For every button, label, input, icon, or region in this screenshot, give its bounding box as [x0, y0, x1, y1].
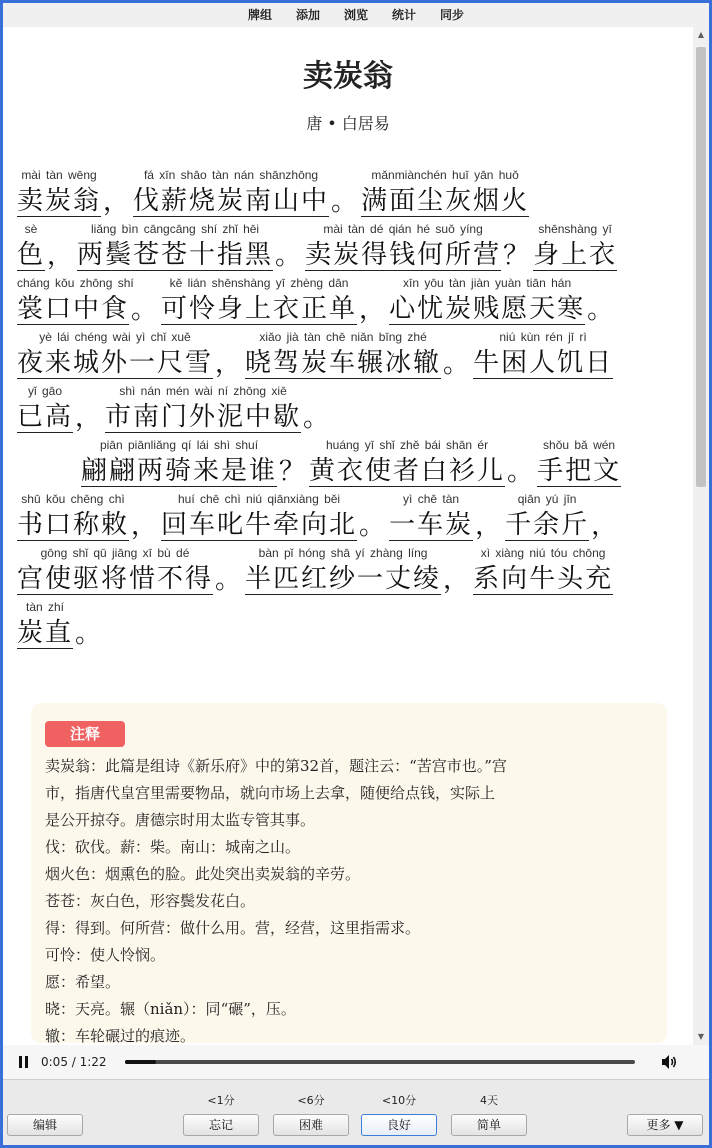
poem-phrase	[17, 330, 214, 379]
easy-button[interactable]: 简单	[451, 1114, 527, 1136]
note-line: 晓：天亮。辗（niǎn）：同“碾”，压。	[45, 1000, 296, 1018]
pinyin: shēnshàng yī	[538, 222, 612, 236]
poem-phrase	[537, 438, 622, 487]
punctuation: ，	[131, 511, 158, 541]
hanzi: 裳口中食	[17, 294, 130, 324]
scrollbar-thumb[interactable]	[696, 47, 706, 487]
scroll-down-icon[interactable]: ▼	[697, 1032, 705, 1041]
poem-phrase	[389, 276, 586, 325]
pinyin: yì chē tàn	[403, 492, 460, 506]
poem-phrase	[81, 438, 278, 487]
pinyin: gōng shǐ qū jiāng xī bù dé	[40, 546, 190, 560]
pinyin: mài tàn dé qián hé suǒ yíng	[323, 222, 483, 236]
note-line: 是公开掠夺。唐德宗时用太监专管其事。	[45, 811, 316, 829]
hanzi: 宫使驱将惜不得	[17, 564, 214, 594]
hanzi: 身上衣	[533, 240, 618, 270]
punctuation: ，	[443, 565, 470, 595]
punctuation: ，	[75, 403, 102, 433]
notes-panel	[31, 703, 667, 1043]
poem-phrase	[17, 492, 130, 541]
poem-phrase	[245, 546, 442, 595]
poem-phrase	[505, 492, 590, 541]
pinyin: huáng yī shǐ zhě bái shān ér	[325, 438, 489, 452]
poem-phrase	[473, 330, 614, 379]
pinyin: mài tàn wēng	[21, 168, 97, 182]
window-frame	[3, 3, 709, 1145]
vertical-scrollbar[interactable]	[693, 27, 709, 1045]
poem-phrase	[161, 276, 358, 325]
punctuation: 。	[275, 241, 302, 271]
poem-phrase	[389, 492, 474, 541]
note-line: 市，指唐代皇宫里需要物品，就向市场上去拿，随便给点钱，实际上	[45, 784, 496, 802]
volume-icon[interactable]	[659, 1052, 679, 1072]
punctuation: 。	[443, 349, 470, 379]
hanzi: 市南门外泥中歇	[105, 402, 302, 432]
pinyin: xīn yōu tàn jiàn yuàn tiān hán	[403, 276, 572, 290]
punctuation: ？	[503, 241, 530, 271]
poem-phrase	[17, 168, 102, 217]
hanzi: 一车炭	[389, 510, 474, 540]
poem-phrase	[161, 492, 358, 541]
bottom-bar	[3, 1079, 709, 1145]
pinyin: liǎng bìn cāngcāng shí zhǐ hēi	[90, 222, 260, 236]
punctuation: ，	[475, 511, 502, 541]
pinyin: qiān yú jīn	[517, 492, 577, 506]
note-line: 苍苍：灰白色，形容鬓发花白。	[45, 892, 256, 910]
poem-line	[17, 271, 667, 325]
interval-good: <10分	[381, 1094, 417, 1107]
poem-phrase	[533, 222, 618, 271]
pinyin: piān piānliǎng qí lái shì shuí	[99, 438, 259, 452]
poem-phrase	[473, 546, 614, 595]
pinyin: kě lián shēnshàng yī zhèng dān	[169, 276, 349, 290]
hanzi: 回车叱牛牵向北	[161, 510, 358, 540]
card-content	[3, 27, 693, 1045]
hanzi: 黄衣使者白衫儿	[309, 456, 506, 486]
punctuation: 。	[303, 403, 330, 433]
progress-bar[interactable]	[125, 1060, 635, 1064]
poem-phrase	[309, 438, 506, 487]
poem-phrase	[361, 168, 530, 217]
punctuation: 。	[131, 295, 158, 325]
hanzi: 卖炭得钱何所营	[305, 240, 502, 270]
pinyin: huí chē chì niú qiānxiàng běi	[177, 492, 341, 506]
poem-phrase	[17, 276, 134, 325]
hanzi: 系向牛头充	[473, 564, 614, 594]
interval-again: <1分	[207, 1094, 235, 1107]
poem-phrase	[105, 384, 302, 433]
notes-tag: 注释	[45, 721, 125, 747]
poem-line	[17, 487, 667, 541]
poem-line	[17, 325, 667, 379]
note-line: 可怜：使人怜悯。	[45, 946, 166, 964]
menu-browse[interactable]: 浏览	[343, 8, 368, 22]
note-line: 得：得到。何所营：做什么用。营，经营，这里指需求。	[45, 919, 421, 937]
top-menu-bar	[3, 3, 709, 27]
poem-body	[17, 163, 667, 649]
pause-icon[interactable]	[17, 1055, 31, 1069]
hanzi: 牛困人饥日	[473, 348, 614, 378]
hard-button[interactable]: 困难	[273, 1114, 349, 1136]
poem-phrase	[17, 600, 74, 649]
poem-phrase	[245, 330, 442, 379]
note-line: 伐：砍伐。薪：柴。南山：城南之山。	[45, 838, 301, 856]
punctuation: ？	[279, 457, 306, 487]
punctuation: ，	[359, 295, 386, 325]
hanzi: 满面尘灰烟火	[361, 186, 530, 216]
punctuation: 。	[587, 295, 614, 325]
hanzi: 炭直	[17, 618, 74, 648]
poem-phrase	[305, 222, 502, 271]
punctuation: ，	[215, 349, 242, 379]
hanzi: 晓驾炭车辗冰辙	[245, 348, 442, 378]
hanzi: 书口称敕	[17, 510, 130, 540]
punctuation: ，	[591, 511, 618, 541]
pinyin: niú kùn rén jī rì	[499, 330, 587, 344]
hanzi: 心忧炭贱愿天寒	[389, 294, 586, 324]
hanzi: 手把文	[537, 456, 622, 486]
pinyin: tàn zhí	[25, 600, 65, 614]
hanzi: 已高	[17, 402, 74, 432]
pinyin: yè lái chéng wài yì chǐ xuě	[39, 330, 191, 344]
audio-player	[3, 1045, 709, 1079]
time-display: 0:05 / 1:22	[41, 1055, 107, 1069]
interval-easy: 4天	[480, 1094, 498, 1107]
note-line: 卖炭翁：此篇是组诗《新乐府》中的第32首，题注云：“苦宫市也。”宫	[45, 757, 507, 775]
punctuation: 。	[507, 457, 534, 487]
progress-fill	[125, 1060, 156, 1064]
hanzi: 可怜身上衣正单	[161, 294, 358, 324]
hanzi: 千余斤	[505, 510, 590, 540]
hanzi: 两鬓苍苍十指黑	[77, 240, 274, 270]
hanzi: 卖炭翁	[17, 186, 102, 216]
pinyin: shì nán mén wài ní zhōng xiē	[119, 384, 287, 398]
hanzi: 半匹红纱一丈绫	[245, 564, 442, 594]
pinyin: shǒu bǎ wén	[543, 438, 616, 452]
punctuation: 。	[331, 187, 358, 217]
poem-phrase	[133, 168, 330, 217]
hanzi: 伐薪烧炭南山中	[133, 186, 330, 216]
poem-line	[17, 217, 667, 271]
punctuation: ，	[103, 187, 130, 217]
poem-line	[17, 433, 667, 487]
poem-line	[17, 541, 667, 595]
scroll-up-icon[interactable]: ▲	[697, 30, 705, 39]
poem-phrase	[17, 384, 74, 433]
hanzi: 翩翩两骑来是谁	[81, 456, 278, 486]
poem-line	[17, 379, 667, 433]
edit-button[interactable]: 编辑	[7, 1114, 83, 1136]
punctuation: 。	[75, 619, 102, 649]
notes-body	[45, 753, 661, 1043]
pinyin: fá xīn shāo tàn nán shānzhōng	[143, 168, 319, 182]
punctuation: 。	[359, 511, 386, 541]
note-line: 愿：希望。	[45, 973, 121, 991]
menu-sync[interactable]: 同步	[440, 8, 465, 22]
pinyin: mǎnmiànchén huī yān huǒ	[371, 168, 519, 182]
menu-add[interactable]: 添加	[295, 8, 320, 22]
pinyin: xì xiàng niú tóu chōng	[480, 546, 606, 560]
poem-phrase	[17, 546, 214, 595]
note-line: 烟火色：烟熏色的脸。此处突出卖炭翁的辛劳。	[45, 865, 361, 883]
interval-hard: <6分	[297, 1094, 325, 1107]
punctuation: 。	[215, 565, 242, 595]
again-button[interactable]: 忘记	[183, 1114, 259, 1136]
pinyin: sè	[24, 222, 38, 236]
more-button[interactable]: 更多 ▼	[627, 1114, 703, 1136]
poem-line	[17, 163, 667, 217]
note-line: 辙：车轮碾过的痕迹。	[45, 1027, 196, 1043]
hanzi: 色	[17, 240, 46, 270]
poem-phrase	[17, 222, 46, 271]
menu-decks[interactable]: 牌组	[247, 8, 272, 22]
poem-phrase	[77, 222, 274, 271]
pinyin: bàn pǐ hóng shā yí zhàng líng	[258, 546, 428, 560]
poem-author: 唐 • 白居易	[306, 114, 390, 133]
punctuation: ，	[47, 241, 74, 271]
pinyin: yǐ gāo	[27, 384, 63, 398]
pinyin: xiǎo jià tàn chē niǎn bīng zhé	[259, 330, 427, 344]
poem-title: 卖炭翁	[303, 59, 393, 94]
good-button[interactable]: 良好	[361, 1114, 437, 1136]
poem-line	[17, 595, 667, 649]
pinyin: cháng kǒu zhōng shí	[17, 276, 134, 290]
pinyin: shū kǒu chēng chì	[21, 492, 125, 506]
hanzi: 夜来城外一尺雪	[17, 348, 214, 378]
menu-stats[interactable]: 统计	[392, 8, 417, 22]
